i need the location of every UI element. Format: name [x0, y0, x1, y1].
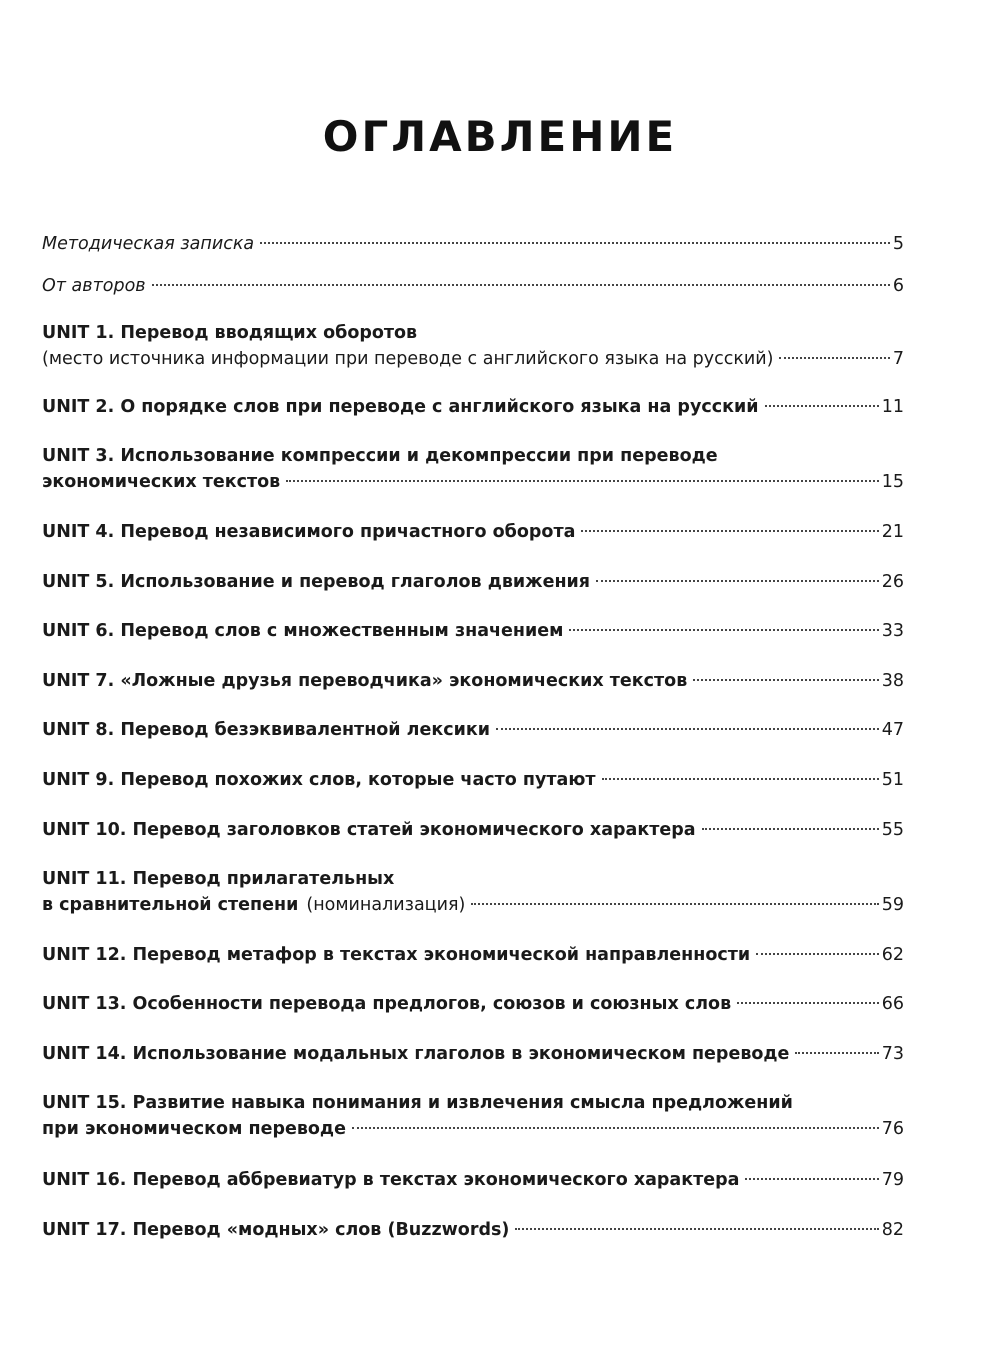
entry-title: От авторов — [42, 276, 146, 296]
dot-leader — [286, 480, 878, 482]
entry-title-suffix: (номинализация) — [306, 895, 466, 915]
page-title: ОГЛАВЛЕНИЕ — [322, 112, 678, 161]
entry-title: UNIT 4. Перевод независимого причастного оборота — [42, 522, 576, 542]
entry-page: 26 — [881, 572, 904, 592]
dot-leader — [602, 778, 879, 780]
entry-title: UNIT 14. Использование модальных глаголов в экономическом переводе — [42, 1044, 790, 1064]
dot-leader — [581, 530, 878, 532]
entry-title-line1: UNIT 11. Перевод прилагательных — [42, 869, 395, 889]
entry-title: UNIT 8. Перевод безэквивалентной лексики — [42, 720, 491, 740]
entry-title-line1: UNIT 15. Развитие навыка понимания и извлечения смысла предложений — [42, 1093, 793, 1113]
entry-title: UNIT 5. Использование и перевод глаголов движения — [42, 572, 591, 592]
entry-title: UNIT 9. Перевод похожих слов, которые часто путают — [42, 770, 596, 790]
entry-title: при экономическом переводе — [42, 1119, 346, 1139]
dot-leader — [515, 1228, 878, 1230]
dot-leader — [779, 357, 889, 359]
entry-page: 62 — [881, 945, 904, 965]
entry-title: экономических текстов — [42, 472, 281, 492]
toc-entry[interactable] — [42, 273, 904, 299]
toc-entry[interactable] — [42, 866, 904, 918]
toc-entry[interactable] — [42, 618, 904, 644]
entry-title-line1: UNIT 1. Перевод вводящих оборотов — [42, 323, 418, 343]
entry-page: 73 — [881, 1044, 904, 1064]
entry-page: 5 — [892, 234, 904, 254]
dot-leader — [795, 1052, 878, 1054]
entry-page: 55 — [881, 820, 904, 840]
dot-leader — [352, 1127, 879, 1129]
toc-entry[interactable] — [42, 991, 904, 1017]
dot-leader — [596, 580, 879, 582]
dot-leader — [756, 953, 879, 955]
entry-title: UNIT 6. Перевод слов с множественным значением — [42, 621, 564, 641]
dot-leader — [737, 1002, 879, 1004]
entry-page: 79 — [881, 1170, 904, 1190]
entry-page: 38 — [881, 671, 904, 691]
toc-entry[interactable] — [42, 942, 904, 968]
entry-page: 33 — [881, 621, 904, 641]
toc-entry[interactable] — [42, 717, 904, 743]
entry-page: 51 — [881, 770, 904, 790]
dot-leader — [471, 903, 878, 905]
dot-leader — [765, 405, 879, 407]
toc-entry[interactable] — [42, 394, 904, 420]
toc-entry[interactable] — [42, 1167, 904, 1193]
entry-title: UNIT 12. Перевод метафор в текстах экономической направленности — [42, 945, 751, 965]
entry-page: 21 — [881, 522, 904, 542]
toc-entry[interactable] — [42, 320, 904, 372]
entry-page: 66 — [881, 994, 904, 1014]
toc-entry[interactable] — [42, 443, 904, 495]
entry-title: (место источника информации при переводе с английского языка на русский) — [42, 349, 774, 369]
dot-leader — [152, 284, 890, 286]
toc-entry[interactable] — [42, 519, 904, 545]
entry-title: Методическая записка — [42, 234, 255, 254]
entry-title: UNIT 10. Перевод заголовков статей экономического характера — [42, 820, 696, 840]
entry-page: 82 — [881, 1220, 904, 1240]
entry-page: 76 — [881, 1119, 904, 1139]
entry-title: UNIT 7. «Ложные друзья переводчика» экономических текстов — [42, 671, 688, 691]
entry-page: 59 — [881, 895, 904, 915]
entry-title: в сравнительной степени — [42, 895, 299, 915]
dot-leader — [260, 242, 890, 244]
entry-page: 6 — [892, 276, 904, 296]
entry-title: UNIT 2. О порядке слов при переводе с английского языка на русский — [42, 397, 759, 417]
entry-page: 11 — [881, 397, 904, 417]
toc-entry[interactable] — [42, 569, 904, 595]
dot-leader — [496, 728, 879, 730]
dot-leader — [745, 1178, 878, 1180]
entry-page: 47 — [881, 720, 904, 740]
toc-entry[interactable] — [42, 231, 904, 257]
entry-title: UNIT 17. Перевод «модных» слов (Buzzwords) — [42, 1220, 510, 1240]
entry-title: UNIT 13. Особенности перевода предлогов, союзов и союзных слов — [42, 994, 732, 1014]
entry-title-line1: UNIT 3. Использование компрессии и декомпрессии при переводе — [42, 446, 718, 466]
dot-leader — [693, 679, 878, 681]
toc-entry[interactable] — [42, 817, 904, 843]
toc-entry[interactable] — [42, 668, 904, 694]
toc-entry[interactable] — [42, 1041, 904, 1067]
entry-page: 15 — [881, 472, 904, 492]
toc-entry[interactable] — [42, 1090, 904, 1142]
toc-entry[interactable] — [42, 1217, 904, 1243]
entry-title: UNIT 16. Перевод аббревиатур в текстах экономического характера — [42, 1170, 740, 1190]
entry-page: 7 — [892, 349, 904, 369]
dot-leader — [702, 828, 879, 830]
toc-entry[interactable] — [42, 767, 904, 793]
dot-leader — [569, 629, 878, 631]
